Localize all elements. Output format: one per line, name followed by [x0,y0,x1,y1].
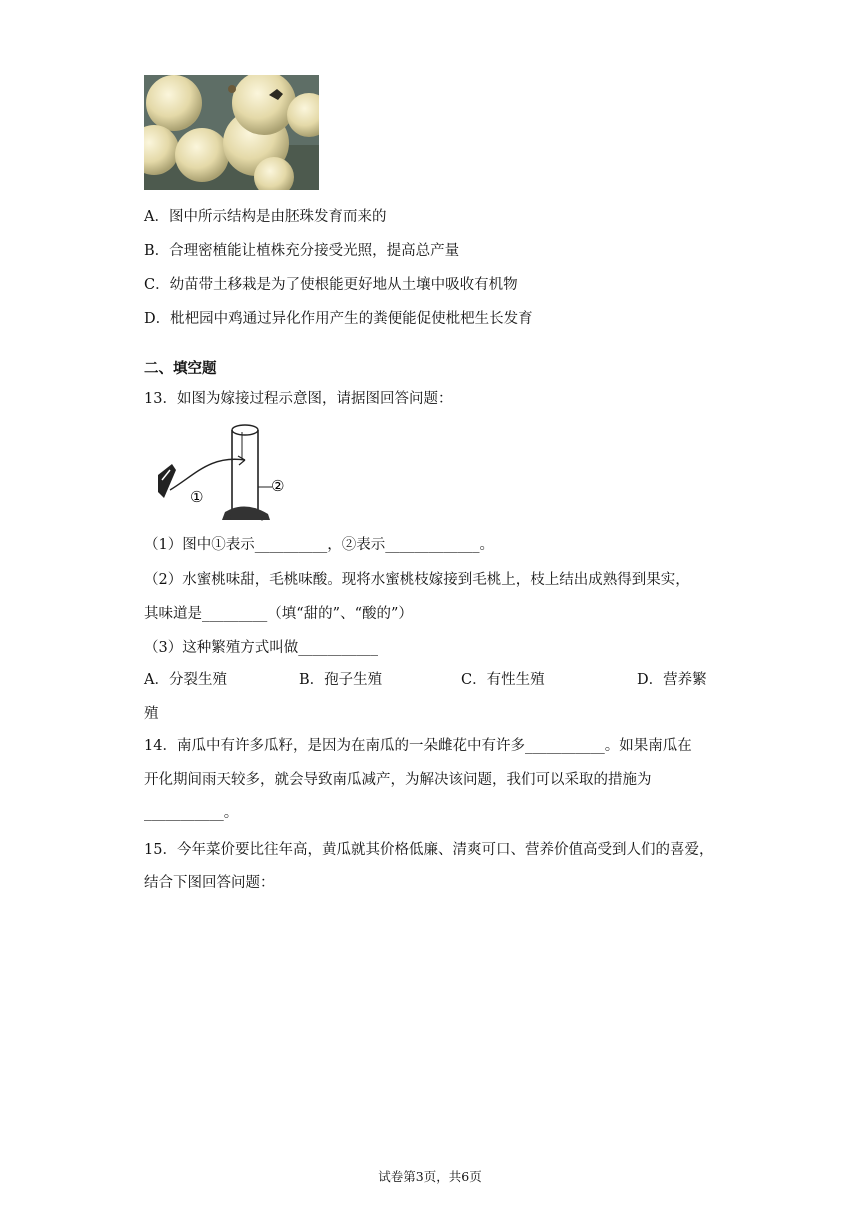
page-footer: 试卷第3页，共6页 [378,1169,482,1184]
q12-option-b: B．合理密植能让植株充分接受光照，提高总产量 [144,243,460,259]
q13-sub3: （3）这种繁殖方式叫做___________ [144,640,378,656]
loquat-fruit-photo [144,75,319,190]
q13-stem: 13．如图为嫁接过程示意图，请据图回答问题： [144,391,453,407]
q13-option-d: D．营养繁 [637,672,707,688]
label-2: ② [271,477,285,495]
q13-option-c: C．有性生殖 [461,672,545,688]
q12-option-a: A．图中所示结构是由胚珠发育而来的 [144,209,387,225]
q15-line2: 结合下图回答问题： [144,875,275,891]
q13-option-a: A．分裂生殖 [144,672,227,688]
q13-sub2-line1: （2）水蜜桃味甜，毛桃味酸。现将水蜜桃枝嫁接到毛桃上，枝上结出成熟得到果实， [144,572,690,588]
q13-sub2-line2: 其味道是_________（填“甜的”、“酸的”） [144,606,413,622]
q13-sub1: （1）图中①表示__________，②表示_____________。 [144,537,494,553]
scion-shape [158,464,176,498]
section-heading: 二、填空题 [144,361,217,377]
q14-line1: 14．南瓜中有许多瓜籽，是因为在南瓜的一朵雌花中有许多___________。如果南瓜在 [144,738,692,754]
q14-line3: ___________。 [144,805,239,821]
label-1: ① [190,488,204,506]
q15-line1: 15．今年菜价要比往年高，黄瓜就其价格低廉、清爽可口、营养价值高受到人们的喜爱， [144,842,714,858]
q12-option-d: D．枇杷园中鸡通过异化作用产生的粪便能促使枇杷生长发育 [144,311,533,327]
q13-option-d-wrap: 殖 [144,706,159,722]
q13-option-b: B．孢子生殖 [299,672,383,688]
grafting-diagram [150,420,295,525]
q14-line2: 开化期间雨天较多，就会导致南瓜减产，为解决该问题，我们可以采取的措施为 [144,772,652,788]
q12-option-c: C．幼苗带土移栽是为了使根能更好地从土壤中吸收有机物 [144,277,518,293]
